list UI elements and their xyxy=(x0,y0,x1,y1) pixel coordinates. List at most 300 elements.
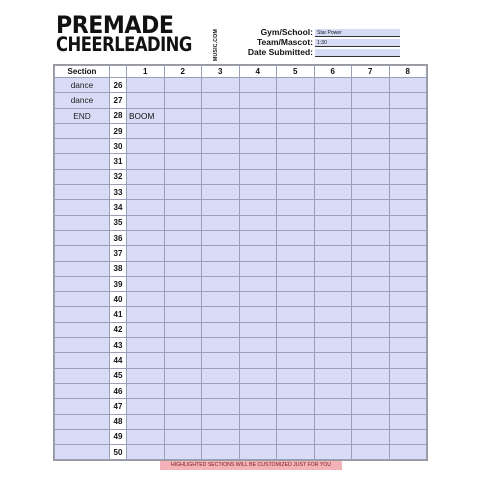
table-row xyxy=(55,200,427,215)
count-cell[interactable] xyxy=(277,78,315,93)
count-cell[interactable] xyxy=(352,445,390,460)
count-cell[interactable] xyxy=(389,78,427,93)
count-sheet-grid xyxy=(53,64,428,461)
gym-label: Gym/School: xyxy=(260,27,313,37)
count-cell[interactable] xyxy=(127,139,165,154)
count-cell[interactable] xyxy=(164,230,202,245)
section-cell[interactable] xyxy=(55,200,110,215)
count-cell[interactable] xyxy=(314,246,352,261)
count-cell[interactable] xyxy=(164,445,202,460)
count-cell[interactable] xyxy=(239,123,277,138)
eight-count-number: 26 xyxy=(110,78,127,93)
count-cell[interactable] xyxy=(239,200,277,215)
count-cell[interactable] xyxy=(202,261,240,276)
count-cell[interactable] xyxy=(127,429,165,444)
count-cell[interactable] xyxy=(352,169,390,184)
count-cell[interactable] xyxy=(389,261,427,276)
count-cell[interactable] xyxy=(202,139,240,154)
count-cell[interactable] xyxy=(389,445,427,460)
count-cell[interactable] xyxy=(277,185,315,200)
table-row xyxy=(55,414,427,429)
count-cell[interactable] xyxy=(277,200,315,215)
count-cell[interactable] xyxy=(277,154,315,169)
section-cell[interactable] xyxy=(55,169,110,184)
count-cell[interactable] xyxy=(352,368,390,383)
count-cell[interactable] xyxy=(202,292,240,307)
count-cell[interactable] xyxy=(277,292,315,307)
count-cell[interactable] xyxy=(389,368,427,383)
count-cell[interactable] xyxy=(277,445,315,460)
count-cell[interactable] xyxy=(277,93,315,108)
count-cell[interactable] xyxy=(164,338,202,353)
count-cell[interactable] xyxy=(164,200,202,215)
count-cell[interactable] xyxy=(314,154,352,169)
count-cell[interactable] xyxy=(164,139,202,154)
count-sheet-table xyxy=(54,65,427,460)
count-cell[interactable] xyxy=(202,353,240,368)
count-cell[interactable] xyxy=(352,108,390,123)
count-cell[interactable] xyxy=(352,322,390,337)
eight-count-number: 43 xyxy=(110,338,127,353)
count-cell[interactable] xyxy=(239,322,277,337)
table-row xyxy=(55,154,427,169)
section-cell[interactable] xyxy=(55,123,110,138)
table-row xyxy=(55,399,427,414)
count-cell[interactable] xyxy=(127,169,165,184)
count-cell[interactable] xyxy=(202,246,240,261)
section-cell[interactable] xyxy=(55,276,110,291)
count-cell[interactable] xyxy=(352,399,390,414)
section-cell[interactable] xyxy=(55,230,110,245)
section-cell[interactable]: END xyxy=(55,108,110,123)
table-row xyxy=(55,246,427,261)
count-cell[interactable] xyxy=(239,445,277,460)
count-cell[interactable] xyxy=(352,353,390,368)
count-cell[interactable] xyxy=(164,322,202,337)
count-cell[interactable] xyxy=(277,368,315,383)
table-row xyxy=(55,185,427,200)
count-cell[interactable] xyxy=(277,261,315,276)
count-cell[interactable] xyxy=(352,383,390,398)
count-cell[interactable] xyxy=(389,338,427,353)
table-row xyxy=(55,139,427,154)
count-cell[interactable] xyxy=(202,322,240,337)
count-cell[interactable] xyxy=(314,307,352,322)
count-cell[interactable] xyxy=(202,185,240,200)
count-cell[interactable] xyxy=(277,429,315,444)
section-cell[interactable] xyxy=(55,445,110,460)
count-cell[interactable] xyxy=(389,322,427,337)
eight-count-number: 46 xyxy=(110,383,127,398)
count-cell[interactable] xyxy=(202,215,240,230)
section-cell[interactable] xyxy=(55,139,110,154)
count-cell[interactable] xyxy=(239,429,277,444)
count-cell[interactable] xyxy=(202,445,240,460)
count-cell[interactable] xyxy=(164,123,202,138)
count-cell[interactable] xyxy=(277,123,315,138)
count-cell[interactable] xyxy=(389,230,427,245)
count-cell[interactable] xyxy=(202,78,240,93)
count-cell[interactable] xyxy=(389,169,427,184)
count-cell[interactable] xyxy=(127,383,165,398)
table-row xyxy=(55,78,427,93)
count-cell[interactable] xyxy=(389,246,427,261)
count-cell[interactable] xyxy=(127,353,165,368)
count-cell[interactable] xyxy=(164,261,202,276)
customization-note: HIGHLIGHTED SECTIONS WILL BE CUSTOMIZED JUST FOR YOU xyxy=(160,461,342,470)
count-cell[interactable] xyxy=(239,383,277,398)
count-cell[interactable] xyxy=(352,230,390,245)
eight-count-number: 48 xyxy=(110,414,127,429)
eight-count-number: 36 xyxy=(110,230,127,245)
count-cell[interactable] xyxy=(352,154,390,169)
table-row xyxy=(55,322,427,337)
count-header: 7 xyxy=(352,66,390,78)
eight-count-number: 45 xyxy=(110,368,127,383)
count-cell[interactable] xyxy=(389,139,427,154)
count-cell[interactable] xyxy=(352,123,390,138)
count-cell[interactable] xyxy=(239,414,277,429)
count-cell[interactable] xyxy=(239,399,277,414)
table-row xyxy=(55,307,427,322)
count-cell[interactable] xyxy=(314,185,352,200)
info-row-date xyxy=(170,49,400,58)
section-cell[interactable]: dance xyxy=(55,78,110,93)
count-cell[interactable] xyxy=(127,200,165,215)
eight-count-number: 33 xyxy=(110,185,127,200)
count-cell[interactable] xyxy=(239,185,277,200)
count-cell[interactable] xyxy=(127,154,165,169)
count-cell[interactable] xyxy=(127,338,165,353)
logo-vertical-text: MUSIC.COM xyxy=(213,29,219,62)
count-cell[interactable] xyxy=(277,399,315,414)
count-cell[interactable] xyxy=(202,414,240,429)
section-cell[interactable] xyxy=(55,154,110,169)
count-header: 3 xyxy=(202,66,240,78)
count-cell[interactable] xyxy=(314,322,352,337)
eight-count-number: 37 xyxy=(110,246,127,261)
logo-line-1: PREMADE xyxy=(56,11,174,39)
count-cell[interactable] xyxy=(314,353,352,368)
count-cell[interactable] xyxy=(164,399,202,414)
count-cell[interactable] xyxy=(277,276,315,291)
count-cell[interactable] xyxy=(202,123,240,138)
count-cell[interactable] xyxy=(164,353,202,368)
count-cell[interactable] xyxy=(239,353,277,368)
eight-count-number: 38 xyxy=(110,261,127,276)
section-cell[interactable] xyxy=(55,261,110,276)
count-cell[interactable] xyxy=(164,185,202,200)
eight-count-number: 44 xyxy=(110,353,127,368)
count-cell[interactable] xyxy=(277,307,315,322)
table-row xyxy=(55,169,427,184)
count-cell[interactable] xyxy=(277,383,315,398)
count-cell[interactable] xyxy=(127,230,165,245)
count-cell[interactable] xyxy=(239,307,277,322)
count-cell[interactable] xyxy=(277,338,315,353)
count-cell[interactable] xyxy=(239,78,277,93)
section-cell[interactable]: dance xyxy=(55,93,110,108)
count-cell[interactable] xyxy=(314,230,352,245)
count-cell[interactable] xyxy=(239,139,277,154)
count-cell[interactable] xyxy=(127,261,165,276)
count-cell[interactable] xyxy=(314,215,352,230)
eight-count-number: 29 xyxy=(110,123,127,138)
count-cell[interactable] xyxy=(389,276,427,291)
section-cell[interactable] xyxy=(55,215,110,230)
count-cell[interactable] xyxy=(239,338,277,353)
count-cell[interactable] xyxy=(277,353,315,368)
count-cell[interactable] xyxy=(352,93,390,108)
count-cell[interactable] xyxy=(389,383,427,398)
eight-count-number: 28 xyxy=(110,108,127,123)
count-cell[interactable] xyxy=(314,399,352,414)
count-cell[interactable] xyxy=(352,276,390,291)
count-cell[interactable] xyxy=(164,246,202,261)
count-cell[interactable] xyxy=(202,338,240,353)
count-cell[interactable] xyxy=(314,108,352,123)
count-header: 8 xyxy=(389,66,427,78)
count-cell[interactable] xyxy=(314,139,352,154)
count-cell[interactable] xyxy=(277,108,315,123)
count-cell[interactable] xyxy=(127,215,165,230)
count-cell[interactable] xyxy=(164,108,202,123)
count-cell[interactable] xyxy=(164,276,202,291)
count-cell[interactable] xyxy=(389,399,427,414)
date-label: Date Submitted: xyxy=(247,47,313,57)
count-cell[interactable] xyxy=(314,276,352,291)
count-cell[interactable] xyxy=(314,383,352,398)
section-cell[interactable] xyxy=(55,292,110,307)
table-row xyxy=(55,261,427,276)
team-field[interactable]: 1:30 xyxy=(315,39,400,47)
count-cell[interactable] xyxy=(389,353,427,368)
gym-field[interactable]: Star Power xyxy=(315,29,400,37)
count-cell[interactable] xyxy=(277,414,315,429)
count-cell[interactable] xyxy=(277,169,315,184)
count-cell[interactable] xyxy=(202,169,240,184)
count-cell[interactable] xyxy=(202,230,240,245)
count-cell[interactable] xyxy=(352,185,390,200)
table-row xyxy=(55,429,427,444)
section-cell[interactable] xyxy=(55,414,110,429)
count-cell[interactable] xyxy=(389,414,427,429)
table-row xyxy=(55,123,427,138)
count-cell[interactable] xyxy=(389,429,427,444)
count-cell[interactable] xyxy=(202,108,240,123)
count-cell[interactable] xyxy=(389,154,427,169)
section-cell[interactable] xyxy=(55,185,110,200)
count-cell[interactable] xyxy=(277,230,315,245)
count-cell[interactable] xyxy=(164,414,202,429)
count-cell[interactable] xyxy=(352,246,390,261)
eight-count-number: 41 xyxy=(110,307,127,322)
count-cell[interactable] xyxy=(127,414,165,429)
count-cell[interactable] xyxy=(202,399,240,414)
count-cell[interactable] xyxy=(202,276,240,291)
count-cell[interactable]: BOOM xyxy=(127,108,165,123)
count-cell[interactable] xyxy=(127,246,165,261)
count-cell[interactable] xyxy=(389,108,427,123)
count-cell[interactable] xyxy=(239,93,277,108)
section-header: Section xyxy=(55,66,110,78)
count-cell[interactable] xyxy=(314,169,352,184)
eight-count-number: 40 xyxy=(110,292,127,307)
table-row xyxy=(55,215,427,230)
eight-count-number: 31 xyxy=(110,154,127,169)
date-field[interactable] xyxy=(315,49,400,57)
section-cell[interactable] xyxy=(55,307,110,322)
count-cell[interactable] xyxy=(314,123,352,138)
count-cell[interactable] xyxy=(164,307,202,322)
count-cell[interactable] xyxy=(389,93,427,108)
eight-count-number: 27 xyxy=(110,93,127,108)
count-cell[interactable] xyxy=(239,276,277,291)
count-cell[interactable] xyxy=(389,123,427,138)
count-cell[interactable] xyxy=(352,215,390,230)
count-cell[interactable] xyxy=(164,78,202,93)
count-cell[interactable] xyxy=(314,200,352,215)
table-body xyxy=(55,78,427,460)
team-label: Team/Mascot: xyxy=(256,37,313,47)
count-cell[interactable] xyxy=(352,414,390,429)
count-cell[interactable] xyxy=(314,292,352,307)
eight-count-number: 32 xyxy=(110,169,127,184)
count-cell[interactable] xyxy=(239,292,277,307)
table-row xyxy=(55,368,427,383)
table-header-row xyxy=(55,66,427,78)
count-cell[interactable] xyxy=(314,261,352,276)
count-cell[interactable] xyxy=(239,261,277,276)
count-cell[interactable] xyxy=(352,261,390,276)
eight-count-number: 34 xyxy=(110,200,127,215)
count-cell[interactable] xyxy=(127,307,165,322)
count-cell[interactable] xyxy=(314,368,352,383)
count-cell[interactable] xyxy=(202,93,240,108)
table-row xyxy=(55,230,427,245)
logo-line-2: CHEERLEADING xyxy=(56,33,192,56)
count-cell[interactable] xyxy=(202,154,240,169)
eight-count-number: 50 xyxy=(110,445,127,460)
section-cell[interactable] xyxy=(55,383,110,398)
eight-count-number: 49 xyxy=(110,429,127,444)
count-cell[interactable] xyxy=(277,322,315,337)
section-cell[interactable] xyxy=(55,353,110,368)
count-cell[interactable] xyxy=(164,169,202,184)
count-cell[interactable] xyxy=(277,139,315,154)
section-cell[interactable] xyxy=(55,399,110,414)
section-cell[interactable] xyxy=(55,246,110,261)
count-cell[interactable] xyxy=(164,215,202,230)
count-cell[interactable] xyxy=(352,78,390,93)
table-row xyxy=(55,292,427,307)
count-cell[interactable] xyxy=(277,215,315,230)
count-cell[interactable] xyxy=(389,292,427,307)
count-cell[interactable] xyxy=(239,368,277,383)
count-cell[interactable] xyxy=(164,383,202,398)
count-cell[interactable] xyxy=(352,292,390,307)
count-cell[interactable] xyxy=(239,215,277,230)
count-cell[interactable] xyxy=(389,185,427,200)
section-cell[interactable] xyxy=(55,338,110,353)
count-cell[interactable] xyxy=(277,246,315,261)
count-cell[interactable] xyxy=(314,78,352,93)
table-row xyxy=(55,93,427,108)
section-cell[interactable] xyxy=(55,368,110,383)
count-cell[interactable] xyxy=(127,276,165,291)
table-row xyxy=(55,445,427,460)
count-header: 2 xyxy=(164,66,202,78)
count-cell[interactable] xyxy=(202,429,240,444)
count-cell[interactable] xyxy=(164,93,202,108)
count-cell[interactable] xyxy=(352,200,390,215)
count-cell[interactable] xyxy=(202,200,240,215)
eight-count-number: 47 xyxy=(110,399,127,414)
count-cell[interactable] xyxy=(164,368,202,383)
count-cell[interactable] xyxy=(314,429,352,444)
count-cell[interactable] xyxy=(164,429,202,444)
count-cell[interactable] xyxy=(389,200,427,215)
count-cell[interactable] xyxy=(127,399,165,414)
count-cell[interactable] xyxy=(239,246,277,261)
count-header: 1 xyxy=(127,66,165,78)
count-cell[interactable] xyxy=(239,169,277,184)
eight-count-number: 42 xyxy=(110,322,127,337)
count-cell[interactable] xyxy=(389,307,427,322)
brand-logo xyxy=(56,11,219,62)
section-cell[interactable] xyxy=(55,322,110,337)
count-cell[interactable] xyxy=(127,185,165,200)
count-cell[interactable] xyxy=(127,368,165,383)
num-header xyxy=(110,66,127,78)
section-cell[interactable] xyxy=(55,429,110,444)
count-cell[interactable] xyxy=(127,78,165,93)
count-cell[interactable] xyxy=(239,108,277,123)
count-cell[interactable] xyxy=(127,93,165,108)
count-cell[interactable] xyxy=(314,93,352,108)
count-cell[interactable] xyxy=(389,215,427,230)
table-row xyxy=(55,338,427,353)
eight-count-number: 39 xyxy=(110,276,127,291)
eight-count-number: 30 xyxy=(110,139,127,154)
count-cell[interactable] xyxy=(202,383,240,398)
table-row xyxy=(55,108,427,123)
count-cell[interactable] xyxy=(164,154,202,169)
count-cell[interactable] xyxy=(314,414,352,429)
count-cell[interactable] xyxy=(314,445,352,460)
table-row xyxy=(55,383,427,398)
count-cell[interactable] xyxy=(127,322,165,337)
count-cell[interactable] xyxy=(127,292,165,307)
count-cell[interactable] xyxy=(127,445,165,460)
count-header: 4 xyxy=(239,66,277,78)
count-cell[interactable] xyxy=(314,338,352,353)
count-cell[interactable] xyxy=(352,139,390,154)
count-cell[interactable] xyxy=(164,292,202,307)
count-cell[interactable] xyxy=(239,230,277,245)
eight-count-number: 35 xyxy=(110,215,127,230)
count-cell[interactable] xyxy=(202,368,240,383)
count-header: 6 xyxy=(314,66,352,78)
count-cell[interactable] xyxy=(352,429,390,444)
table-row xyxy=(55,353,427,368)
table-row xyxy=(55,276,427,291)
count-cell[interactable] xyxy=(202,307,240,322)
count-cell[interactable] xyxy=(127,123,165,138)
count-cell[interactable] xyxy=(239,154,277,169)
count-cell[interactable] xyxy=(352,307,390,322)
count-cell[interactable] xyxy=(352,338,390,353)
